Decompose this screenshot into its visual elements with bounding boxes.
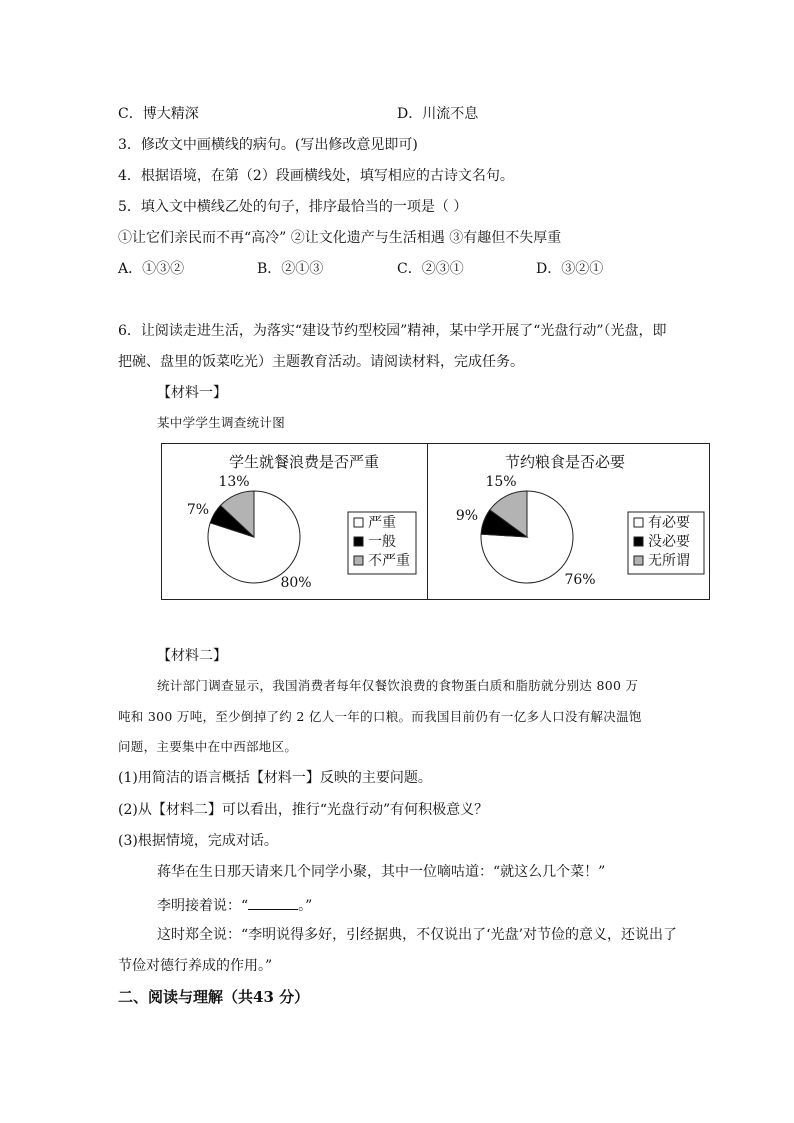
- chart-1-title: 学生就餐浪费是否严重: [228, 453, 380, 471]
- material-2-line3: 问题，主要集中在中西部地区。: [118, 739, 298, 754]
- chart-1-legend-label-2: 一般: [368, 534, 396, 550]
- chart-1-legend-label-3: 不严重: [368, 553, 410, 569]
- dialogue-2: [157, 894, 312, 916]
- chart-1-legend-swatch-1: [354, 518, 363, 527]
- chart-caption: 某中学学生调查统计图: [157, 415, 286, 430]
- material-2-line1: 统计部门调查显示，我国消费者每年仅餐饮浪费的食物蛋白质和脂肪就分别达 800 万: [157, 678, 639, 693]
- chart-2-legend-swatch-2: [634, 537, 643, 546]
- chart-1-data-label-1: 80%: [280, 575, 312, 591]
- q5-option-c: C．②③①: [397, 261, 464, 277]
- question-3: 3．修改文中画横线的病句。(写出修改意见即可): [118, 137, 418, 153]
- chart-2-data-label-1: 76%: [564, 572, 596, 588]
- dialogue-3b: 节俭对德行养成的作用。”: [118, 958, 273, 974]
- survey-charts: [162, 444, 711, 601]
- question-6-line2: 把碗、盘里的饭菜吃光）主题教育活动。请阅读材料，完成任务。: [118, 354, 524, 370]
- q5-option-a: A．①③②: [118, 261, 185, 277]
- chart-2-legend-label-2: 没必要: [648, 534, 690, 550]
- chart-1-legend-label-1: 严重: [368, 515, 396, 531]
- survey-chart-panel: [161, 443, 710, 600]
- dialogue-1: 蒋华在生日那天请来几个同学小聚，其中一位嘀咕道：“就这么几个菜！”: [157, 864, 606, 880]
- task-3: (3)根据情境，完成对话。: [118, 833, 278, 849]
- question-4: 4．根据语境，在第（2）段画横线处，填写相应的古诗文名句。: [118, 168, 514, 184]
- material-2-line2: 吨和 300 万吨，至少倒掉了约 2 亿人一年的口粮。而我国目前仍有一亿多人口没有解决温饱: [118, 709, 642, 724]
- dialogue-2-suffix: 。”: [298, 898, 313, 914]
- chart-1-data-label-2: 7%: [186, 502, 210, 518]
- chart-1-legend-swatch-3: [354, 556, 363, 565]
- chart-2-legend-swatch-3: [634, 556, 643, 565]
- option-c: C．博大精深: [118, 106, 199, 122]
- chart-2-data-label-3: 15%: [485, 474, 517, 490]
- chart-1-data-label-3: 13%: [218, 474, 250, 490]
- chart-2-data-label-2: 9%: [455, 508, 479, 524]
- chart-1-legend-swatch-2: [354, 537, 363, 546]
- chart-2-legend-label-1: 有必要: [648, 515, 690, 531]
- dialogue-2-prefix: 李明接着说：“: [157, 898, 249, 914]
- dialogue-3a: 这时郑全说：“李明说得多好，引经据典，不仅说出了‘光盘’对节俭的意义，还说出了: [157, 927, 678, 943]
- question-6-line1: 6．让阅读走进生活，为落实“建设节约型校园”精神，某中学开展了“光盘行动”（光盘，即: [118, 323, 667, 339]
- chart-2-legend-swatch-1: [634, 518, 643, 527]
- chart-2-legend-label-3: 无所谓: [648, 553, 690, 569]
- question-5-items: ①让它们亲民而不再“高冷” ②让文化遗产与生活相遇 ③有趣但不失厚重: [118, 230, 562, 246]
- q5-option-d: D．③②①: [536, 261, 604, 277]
- material-1-title: 【材料一】: [157, 385, 227, 401]
- task-2: (2)从【材料二】可以看出，推行“光盘行动”有何积极意义？: [118, 802, 489, 818]
- material-2-title: 【材料二】: [157, 648, 227, 664]
- answer-blank[interactable]: [248, 894, 298, 910]
- q5-option-b: B．②①③: [257, 261, 324, 277]
- section-title: 二、阅读与理解（共43 分）: [118, 988, 310, 1006]
- chart-2-title: 节约粮食是否必要: [504, 453, 626, 471]
- question-5-stem: 5．填入文中横线乙处的句子，排序最恰当的一项是（ ）: [118, 199, 468, 215]
- option-d: D．川流不息: [397, 106, 479, 122]
- task-1: (1)用简洁的语言概括【材料一】反映的主要问题。: [118, 770, 432, 786]
